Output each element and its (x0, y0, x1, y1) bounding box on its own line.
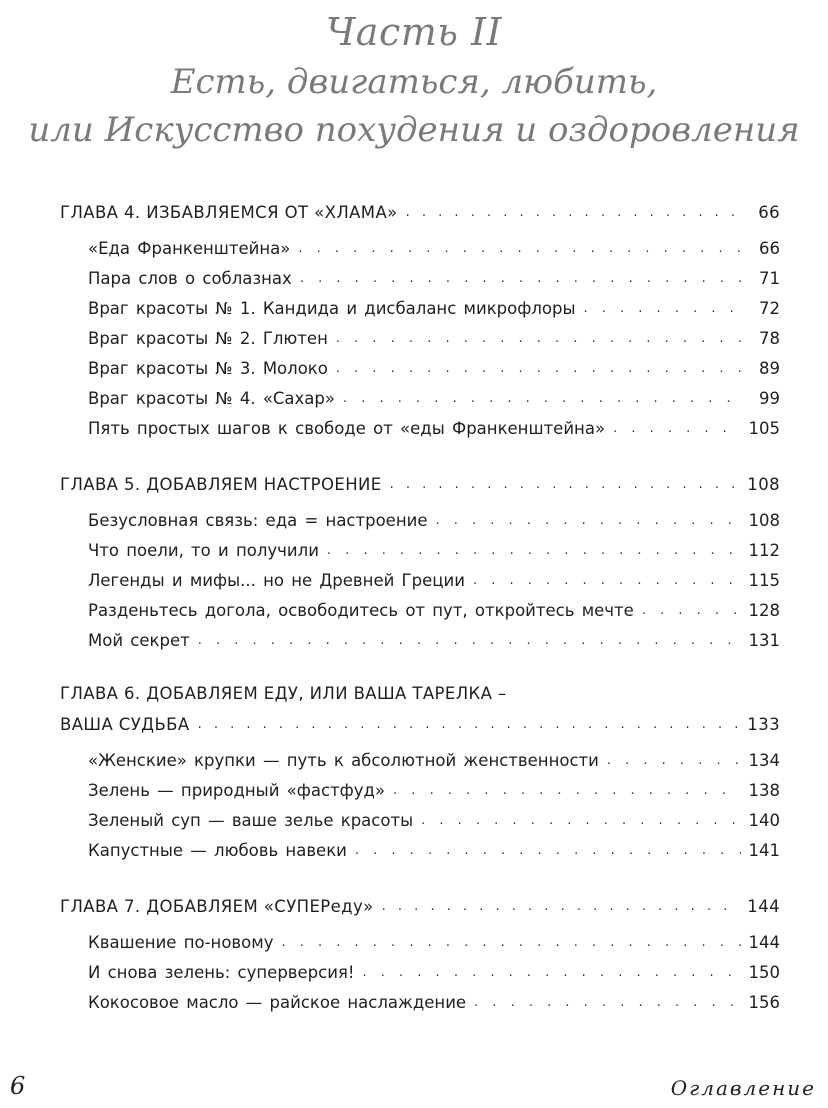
dot-leader (390, 468, 740, 502)
section-title: Зеленый суп — ваше зелье красоты (88, 811, 414, 830)
page-number: 138 (748, 781, 780, 800)
page-number: 105 (748, 419, 780, 438)
chapter-7-sections (60, 928, 780, 1018)
section-title: Зелень — природный «фастфуд» (88, 781, 386, 800)
dot-leader (198, 708, 740, 742)
page-number: 134 (748, 751, 780, 770)
section-title: Капустные — любовь навеки (88, 841, 347, 860)
section-title: Враг красоты № 4. «Сахар» (88, 389, 335, 408)
toc-entry[interactable] (60, 776, 780, 806)
dot-leader (327, 536, 741, 566)
chapter-7 (60, 890, 780, 1018)
section-title: «Женские» крупки — путь к абсолютной женственности (88, 751, 599, 770)
page-number: 112 (748, 541, 780, 560)
dot-leader (363, 958, 741, 988)
part-title: Часть II (325, 10, 503, 54)
chapter-6-entry[interactable] (60, 708, 780, 742)
section-title: Враг красоты № 3. Молоко (88, 359, 328, 378)
page-number: 89 (759, 359, 780, 378)
toc-entry[interactable] (60, 264, 780, 294)
dot-leader (436, 506, 741, 536)
dot-leader (584, 294, 745, 324)
section-title: Враг красоты № 2. Глютен (88, 329, 328, 348)
chapter-6 (60, 680, 780, 866)
table-of-contents (60, 196, 780, 1042)
page-number: 131 (748, 631, 780, 650)
chapter-4-sections (60, 234, 780, 444)
dot-leader (355, 836, 741, 866)
part-subtitle-line-1: Есть, двигаться, любить, (170, 62, 658, 102)
toc-entry[interactable] (60, 506, 780, 536)
toc-entry[interactable] (60, 536, 780, 566)
section-title: Кокосовое масло — райское наслаждение (88, 993, 467, 1012)
page-number: 71 (759, 269, 780, 288)
page-number: 108 (747, 475, 780, 494)
chapter-title: ГЛАВА 4. ИЗБАВЛЯЕМСЯ ОТ «ХЛАМА» (60, 203, 398, 222)
toc-entry[interactable] (60, 234, 780, 264)
chapter-6-sections (60, 746, 780, 866)
toc-entry[interactable] (60, 324, 780, 354)
dot-leader (607, 746, 741, 776)
page-number: 156 (748, 993, 780, 1012)
section-title: Легенды и мифы... но не Древней Греции (88, 571, 465, 590)
toc-entry[interactable] (60, 294, 780, 324)
dot-leader (406, 196, 744, 230)
chapter-4 (60, 196, 780, 444)
chapter-6-title-line-1[interactable] (60, 680, 780, 708)
page-number: 72 (759, 299, 780, 318)
dot-leader (336, 354, 744, 384)
section-title: Разденьтесь догола, освободитесь от пут, откройтесь мечте (88, 601, 634, 620)
page-number: 141 (748, 841, 780, 860)
page-number: 99 (759, 389, 780, 408)
toc-entry[interactable] (60, 566, 780, 596)
page-number: 66 (759, 239, 780, 258)
section-title: Квашение по-новому (88, 933, 274, 952)
section-title: Враг красоты № 1. Кандида и дисбаланс микрофлоры (88, 299, 576, 318)
toc-entry[interactable] (60, 384, 780, 414)
page-number: 133 (747, 715, 780, 734)
page-number: 150 (748, 963, 780, 982)
dot-leader (298, 234, 744, 264)
chapter-7-entry[interactable] (60, 890, 780, 924)
section-title: Безусловная связь: еда = настроение (88, 511, 428, 530)
page-number: 140 (748, 811, 780, 830)
chapter-5-entry[interactable] (60, 468, 780, 502)
toc-entry[interactable] (60, 746, 780, 776)
dot-leader (642, 596, 741, 626)
dot-leader (281, 928, 740, 958)
toc-entry[interactable] (60, 928, 780, 958)
chapter-title: ГЛАВА 5. ДОБАВЛЯЕМ НАСТРОЕНИЕ (60, 475, 382, 494)
dot-leader (336, 324, 744, 354)
footer-page-number: 6 (10, 1072, 26, 1100)
toc-entry[interactable] (60, 988, 780, 1018)
page-number: 108 (748, 511, 780, 530)
toc-entry[interactable] (60, 414, 780, 444)
page-number: 78 (759, 329, 780, 348)
part-subtitle-line-2: или Искусство похудения и оздоровления (28, 110, 800, 150)
page-number: 66 (758, 203, 780, 222)
dot-leader (613, 414, 740, 444)
toc-entry[interactable] (60, 626, 780, 656)
toc-entry[interactable] (60, 596, 780, 626)
chapter-title-continued: ВАША СУДЬБА (60, 715, 190, 734)
section-title: Пара слов о соблазнах (88, 269, 292, 288)
toc-entry[interactable] (60, 806, 780, 836)
chapter-title: ГЛАВА 6. ДОБАВЛЯЕМ ЕДУ, ИЛИ ВАША ТАРЕЛКА – (60, 684, 507, 703)
section-title: Мой секрет (88, 631, 190, 650)
chapter-4-entry[interactable] (60, 196, 780, 230)
dot-leader (474, 988, 740, 1018)
footer-running-title: Оглавление (670, 1076, 816, 1100)
dot-leader (382, 890, 740, 924)
page-number: 144 (748, 933, 780, 952)
chapter-title: ГЛАВА 7. ДОБАВЛЯЕМ «СУПЕРеду» (60, 897, 374, 916)
dot-leader (421, 806, 740, 836)
dot-leader (198, 626, 741, 656)
page-number: 144 (747, 897, 780, 916)
page-number: 128 (748, 601, 780, 620)
section-title: Что поели, то и получили (88, 541, 319, 560)
part-header (0, 6, 828, 154)
toc-entry[interactable] (60, 836, 780, 866)
dot-leader (343, 384, 744, 414)
dot-leader (300, 264, 744, 294)
section-title: И снова зелень: суперверсия! (88, 963, 355, 982)
dot-leader (473, 566, 741, 596)
dot-leader (393, 776, 740, 806)
section-title: «Еда Франкенштейна» (88, 239, 291, 258)
page-number: 115 (748, 571, 780, 590)
toc-entry[interactable] (60, 354, 780, 384)
chapter-5-sections (60, 506, 780, 656)
toc-entry[interactable] (60, 958, 780, 988)
section-title: Пять простых шагов к свободе от «еды Франкенштейна» (88, 419, 606, 438)
chapter-5 (60, 468, 780, 656)
